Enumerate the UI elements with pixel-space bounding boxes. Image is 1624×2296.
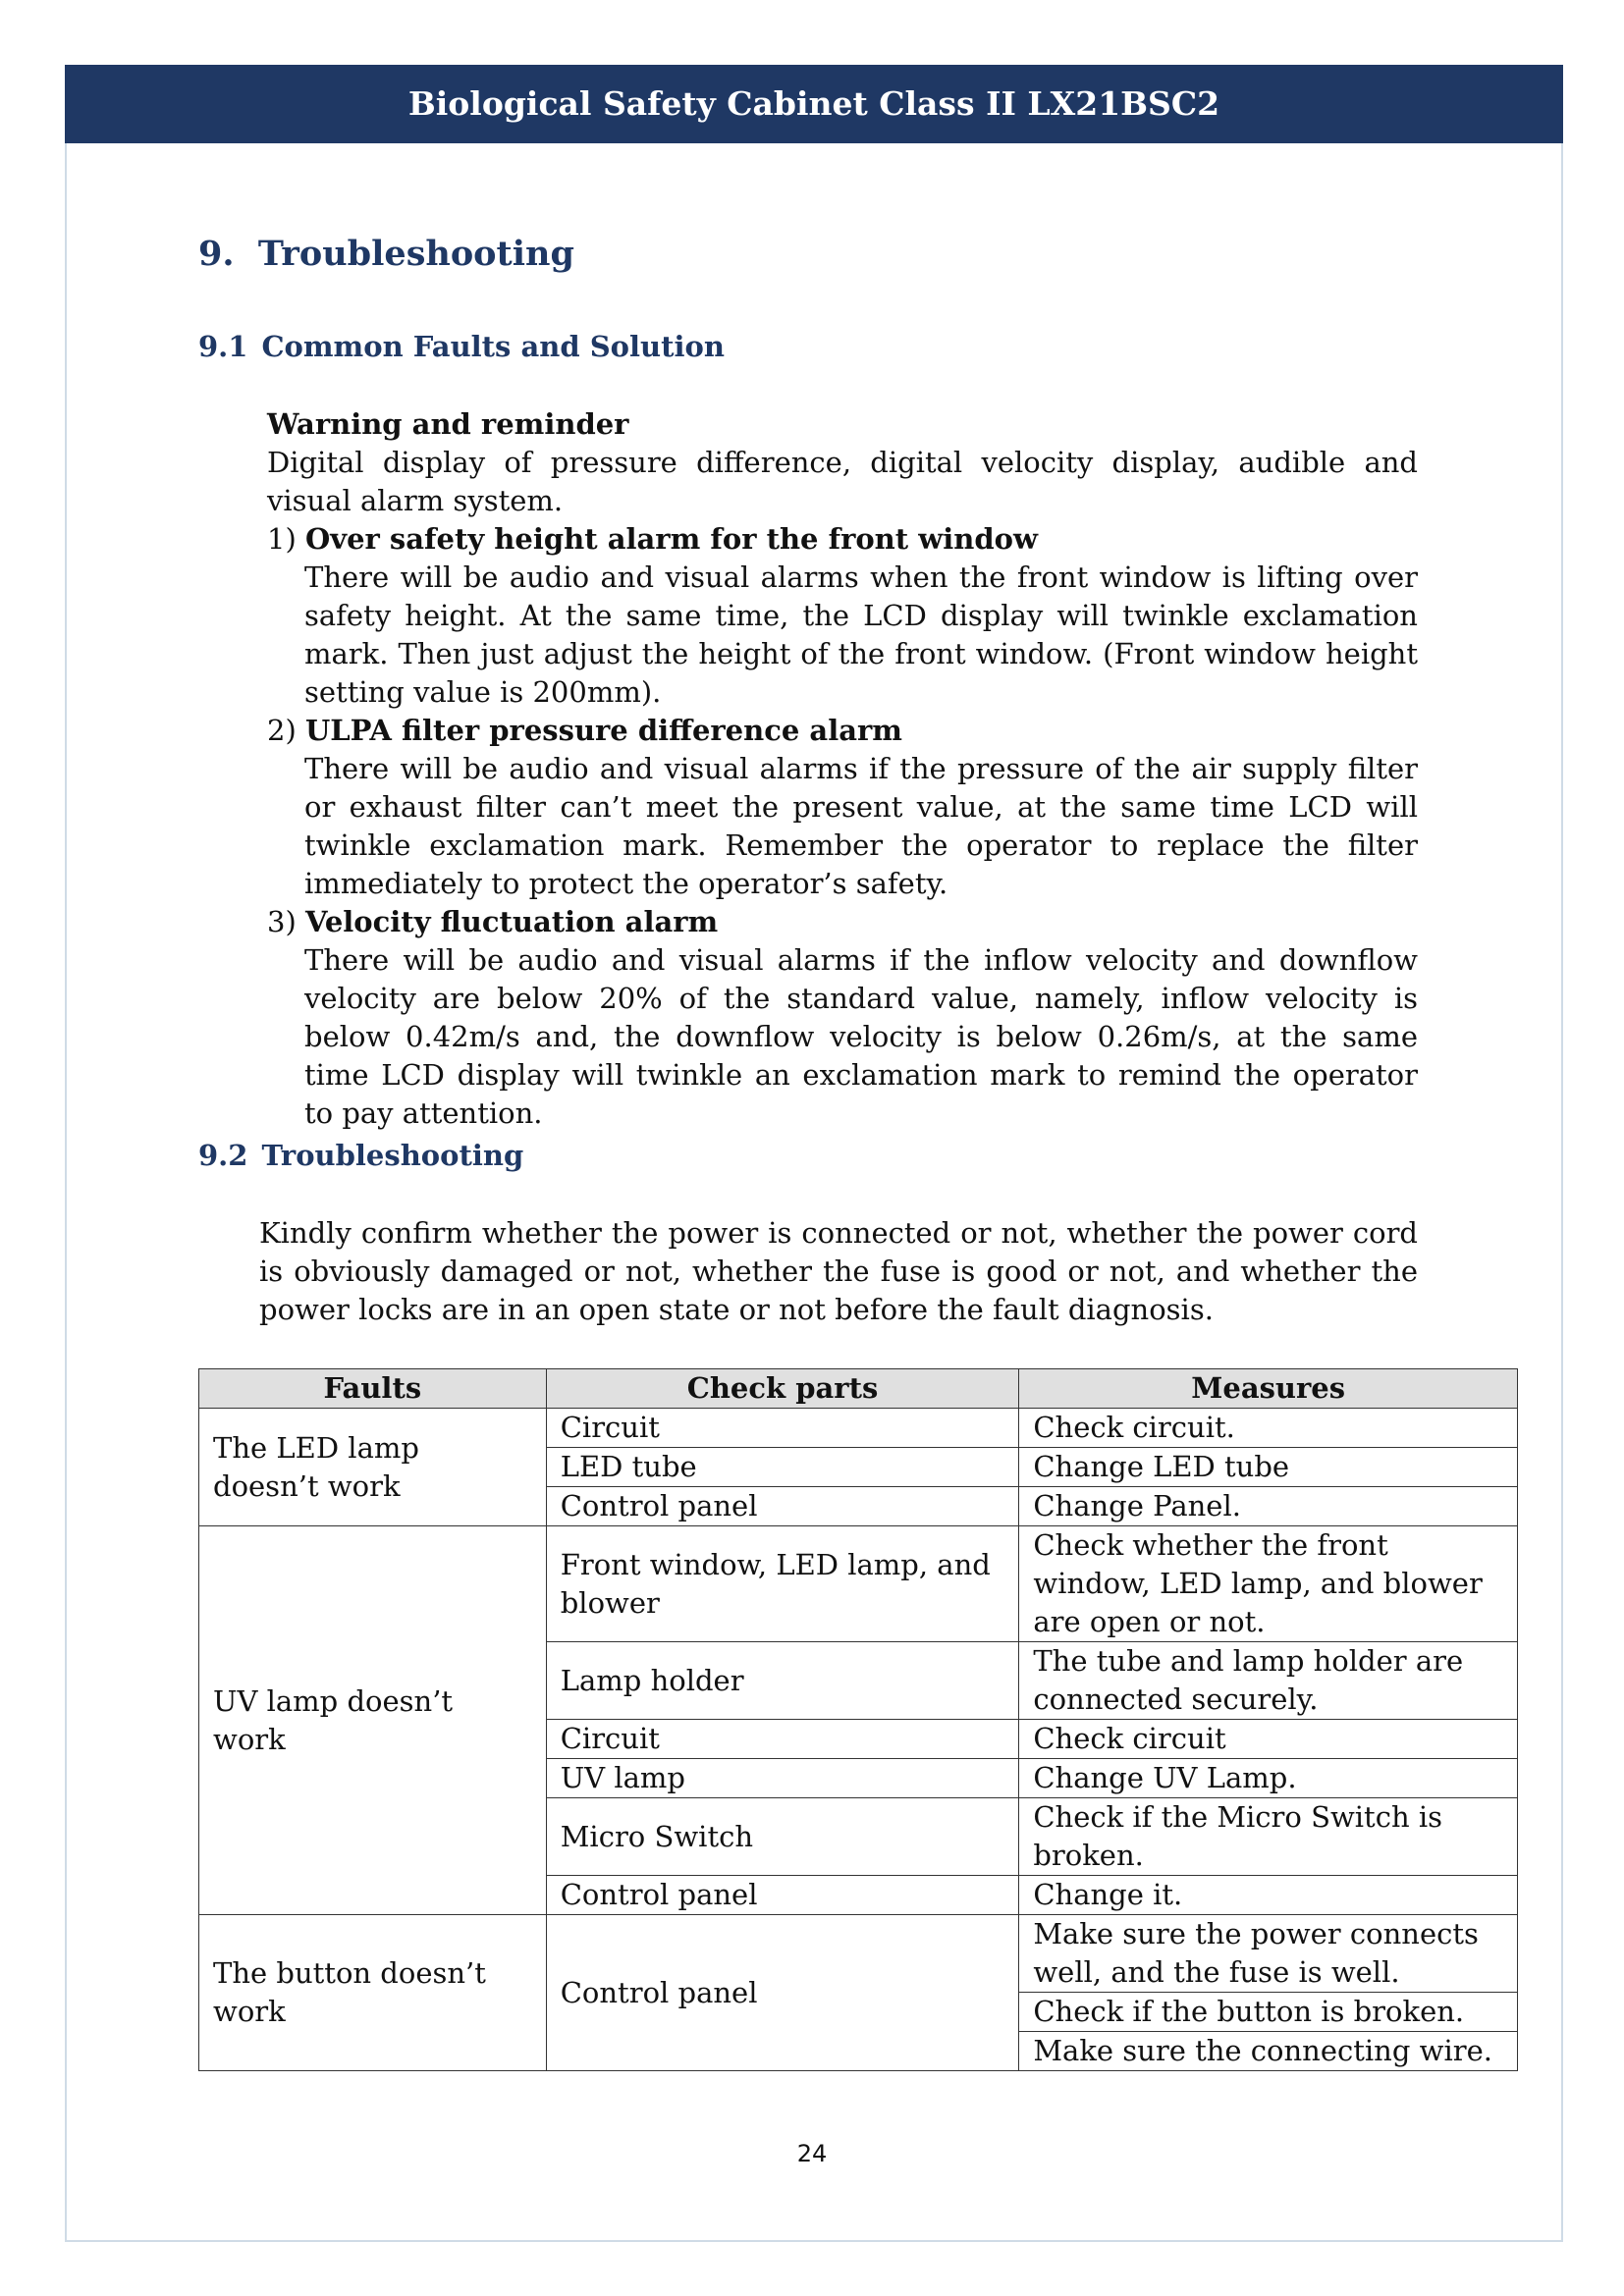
document-header: Biological Safety Cabinet Class II LX21BSC2 [65,65,1563,143]
section-number: 9. [198,234,235,274]
alarm-item-number: 2) [267,714,297,747]
section-heading [198,234,574,274]
section-title: Troubleshooting [257,234,574,274]
measure-cell: Change it. [1019,1876,1518,1915]
alarm-item-number: 3) [267,905,297,938]
table-row [199,1409,1518,1448]
measure-cell: Check if the Micro Switch is broken. [1019,1798,1518,1876]
alarm-item-1-text: There will be audio and visual alarms when the front window is lifting over safety height. At the same time, the LCD display will twinkle exclamation mark. Then just adjust the height of the front window. (Front window height setting value is 200mm). [304,561,1418,709]
measure-cell: Change UV Lamp. [1019,1759,1518,1798]
subsection-heading-9-2 [198,1139,523,1172]
alarm-item-title: Over safety height alarm for the front window [304,522,1038,556]
table-header-row [199,1369,1518,1409]
diagnosis-intro: Kindly confirm whether the power is connected or not, whether the power cord is obviously damaged or not, whether the fuse is good or not, and whether the power locks are in an open state or not before the fault diagnosis. [259,1216,1418,1326]
alarm-item-number: 1) [267,522,297,556]
table-row [199,1915,1518,1993]
page-number: 24 [796,2140,828,2167]
column-header-faults: Faults [199,1369,547,1409]
alarm-item-1-heading [267,520,1038,559]
fault-cell: UV lamp doesn’t work [199,1526,547,1915]
warning-intro: Digital display of pressure difference, digital velocity display, audible and visual alarm system. [267,446,1418,517]
check-part-cell: Control panel [546,1487,1019,1526]
measure-cell: Check whether the front window, LED lamp, and blower are open or not. [1019,1526,1518,1642]
subsection-title: Troubleshooting [261,1139,524,1172]
measure-cell: Make sure the power connects well, and the fuse is well. [1019,1915,1518,1993]
check-part-cell: Lamp holder [546,1642,1019,1720]
check-part-cell: Control panel [546,1915,1019,2071]
check-part-cell: Control panel [546,1876,1019,1915]
column-header-check-parts: Check parts [546,1369,1019,1409]
alarm-item-3-heading [267,903,718,941]
alarm-item-title: Velocity fluctuation alarm [304,905,719,938]
measure-cell: Change LED tube [1019,1448,1518,1487]
measure-cell: The tube and lamp holder are connected securely. [1019,1642,1518,1720]
subsection-number: 9.1 [198,330,248,363]
measure-cell: Check circuit [1019,1720,1518,1759]
column-header-measures: Measures [1019,1369,1518,1409]
check-part-cell: LED tube [546,1448,1019,1487]
fault-cell: The LED lamp doesn’t work [199,1409,547,1526]
alarm-item-2-heading [267,712,902,750]
alarm-item-title: ULPA filter pressure difference alarm [304,714,902,747]
measure-cell: Make sure the connecting wire. [1019,2032,1518,2071]
subsection-number: 9.2 [198,1139,248,1172]
alarm-item-3-text: There will be audio and visual alarms if the inflow velocity and downflow velocity are below 20% of the standard value, namely, inflow velocity is below 0.42m/s and, the downflow velocity is below 0.26m/s, at the same time LCD display will twinkle an exclamation mark to remind the operator to pay attention. [304,943,1418,1130]
subsection-heading-9-1 [198,330,725,363]
measure-cell: Check if the button is broken. [1019,1993,1518,2032]
troubleshooting-table [198,1368,1518,2071]
check-part-cell: Circuit [546,1720,1019,1759]
table-row [199,1526,1518,1642]
warning-title: Warning and reminder [267,407,629,441]
alarm-item-2-text: There will be audio and visual alarms if the pressure of the air supply filter or exhaust filter can’t meet the present value, at the same time LCD will twinkle exclamation mark. Remember the operator to replace the filter immediately to protect the operator’s safety. [304,752,1418,900]
measure-cell: Change Panel. [1019,1487,1518,1526]
subsection-title: Common Faults and Solution [261,330,725,363]
check-part-cell: Circuit [546,1409,1019,1448]
check-part-cell: Micro Switch [546,1798,1019,1876]
fault-cell: The button doesn’t work [199,1915,547,2071]
check-part-cell: UV lamp [546,1759,1019,1798]
check-part-cell: Front window, LED lamp, and blower [546,1526,1019,1642]
measure-cell: Check circuit. [1019,1409,1518,1448]
